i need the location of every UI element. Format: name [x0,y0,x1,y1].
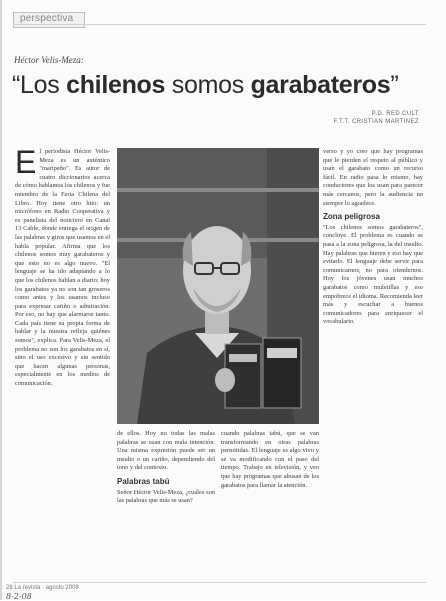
headline-word-chilenos: chilenos [66,71,166,99]
column-1 [15,148,110,578]
text-credit: P.D. RED CULT [371,111,419,117]
headline-quote-open: “Los [12,71,67,99]
section-label: perspectiva [20,13,74,24]
column-4-text-a: verso y yo creo que hay programas que le pierden el respeto al público y usan el garabato como un recurso fácil. En radio pasa lo mismo, hay conductores que los usan para parecer más cercanos, pero la audiencia no siempre lo agradece. [323,148,423,207]
column-4 [323,148,423,578]
column-2-text-b: Señor Héctor Velis-Meza, ¿cuáles son las palabras que más se usan? [117,488,215,505]
headline-word-somos: somos [165,71,251,99]
dropcap: E [15,148,37,180]
subhead-zona-peligrosa: Zona peligrosa [323,212,380,222]
subhead-palabras-tabu: Palabras tabú [117,476,170,486]
header-rule [13,24,426,25]
credits [334,110,420,126]
portrait-photo [117,148,319,424]
column-2-text-a: de ellos. Hoy no todas las malas palabras se usan con mala intención. Una misma expresión puede ser un insulto o un cariño, dependiendo del tono y del contexto. [117,430,215,472]
headline-word-garabateros: garabateros [250,71,391,99]
column-2 [117,430,215,580]
column-1-text: l periodista Héctor Velis-Meza es un auténtico "maripeño". Es autor de cuatro diccionarios acerca de cómo hablamos los chilenos y fue miembro de la Feria Chilena del Libro. Hoy tiene otro hito: un micrófono en Radio Cooperativa y es panelista del noticiero en Canal 13 Cable, donde entrega el origen de las palabras y giros que usamos en el habla popular. Afirma que los chilenos somos muy garabateros y que esto no es algo nuevo. "El lenguaje se ha ido adaptando a lo que los chilenos hablan a diario; hoy los garabatos ya no son tan groseros como antes y los usamos incluso para expresar cariño o admiración. Por eso, no hay que alarmarse tanto. Cada país tiene su propia forma de hablar y la nuestra refleja quiénes somos", explica. Para Velis-Meza, el problema no son los garabatos en sí, sino el uso excesivo y sin sentido que hacen algunas personas, especialmente en los medios de comunicación. [15,148,110,388]
column-3-text: cuando palabras tabú, que se van transformando en otras palabras permitidas. El lenguaje es algo vivo y se va modificando con el paso del tiempo. Trabajo en televisión, y veo que hay programas que abusan de los garabatos para llamar la atención. [221,430,319,489]
handwritten-date: 8-2-08 [6,592,32,601]
headline [12,71,398,100]
footer-rule [13,582,426,583]
headline-quote-close: ” [390,71,399,99]
portrait-image [117,148,319,424]
photo-credit: F.T.T. CRISTIAN MARTINEZ [333,119,419,125]
byline: Héctor Velis-Meza: [14,55,84,65]
folio: 28 La revista · agosto 2008 [6,585,79,591]
column-3 [221,430,319,580]
left-edge [0,0,2,600]
column-4-text-b: "Los chilenos somos garabateros", concluye. El problema es cuando se pasa a la zona peligrosa, la del insulto. Hay palabras que hieren y eso hay que evitarlo. El lenguaje debe servir para comunicarnos, no para ofendernos. Hoy los jóvenes usan muchos garabatos como muletillas y eso empobrece el idioma. Recomienda leer más y escuchar a buenos comunicadores para enriquecer el vocabulario. [323,223,423,326]
